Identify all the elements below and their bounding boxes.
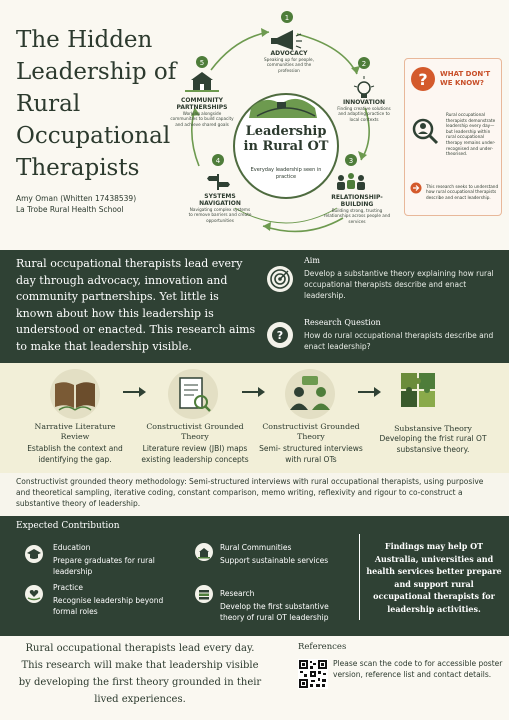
arrowhead [263,222,271,231]
node-advocacy [256,50,322,73]
step-3-title: Constructivist Grounded Theory [262,422,360,441]
contribution-divider [359,534,360,620]
contribution-education-text: Prepare graduates for rural leadership [53,556,155,576]
node-title: ADVOCACY [270,50,308,57]
step-2-desc: Literature review (JBI) maps existing leadership concepts [141,444,249,464]
number-2: 2 [361,60,367,68]
closing-statement: Rural occupational therapists lead every day. This research will make that leadership visible by developing the first theory grounded in their lived experiences. [18,643,262,705]
puzzle-pieces-icon [398,370,438,410]
references-text: Please scan the code to for accessible poster version, reference list and contact details. [333,659,503,679]
question-mark-icon [410,66,436,92]
node-title: COMMUNITY PARTNERSHIPS [176,97,228,111]
graduation-cap-icon [25,545,43,563]
methodology-description: Constructivist grounded theory methodology: Semi-structured interviews with rural occupational therapists, using purposive and theoretical sampling, iterative coding, constant comparison, memo writing, reflexivity and rigour to co-construct a substantive theory of leadership. [16,477,484,508]
intro-statement: Rural occupational therapists lead every day through advocacy, innovation and community partnerships. Yet little is known about how this leadership is understood or enacted. This research aims to make that leadership visible. [16,257,256,353]
arrow-right-icon [356,385,382,399]
books-icon [195,585,213,603]
node-systems-navigation [188,193,252,223]
references-title: References [298,642,347,652]
author-affiliation: La Trobe Rural Health School [16,205,124,214]
community-building-icon [185,72,219,92]
findings-statement: Findings may help OT Australia, universities and health services better prepare and support rural occupational therapists for leadership activities. [366,541,502,614]
contribution-practice-head: Practice [53,583,83,592]
people-group-icon [337,173,365,190]
step-4-title: Substansive Theory [394,424,472,433]
node-desc: Finding creative solutions and adapting practice to local contexts [337,106,391,122]
megaphone-icon [271,30,302,50]
center-title: Leadership in Rural OT [243,124,329,154]
svg-text:?: ? [276,329,284,342]
magnifier-person-icon [410,116,440,146]
question-icon [267,322,293,348]
arrow-right-icon [240,385,266,399]
research-question-text: How do rural occupational therapists describe and enact leadership? [304,331,494,351]
lightbulb-icon [354,76,374,98]
node-community-partnerships [170,97,234,127]
node-desc: Working alongside communities to build capacity and achieve shared goals [170,111,234,127]
knowledge-gap-title: WHAT DON'T WE KNOW? [440,70,491,87]
signpost-icon [207,174,230,190]
knowledge-gap-text: Rural occupational therapists demonstrate leadership every day—but leadership within rural occupational therapy remains under-recognised and under-theorised. [446,112,496,157]
number-3: 3 [348,157,354,165]
number-4: 4 [215,157,221,165]
node-title: SYSTEMS NAVIGATION [199,193,241,207]
hands-heart-icon [25,585,43,603]
center-subtitle: Everyday leadership seen in practice [250,167,322,180]
interview-people-icon [280,368,340,420]
knowledge-gap-purpose: This research seeks to understand how rural occupational therapists describe and enact leadership. [426,184,499,200]
step-3-desc: Semi- structured interviews with rural OTs [259,444,363,464]
node-innovation [334,99,394,122]
node-title: INNOVATION [342,99,386,106]
contribution-education-head: Education [53,543,91,552]
author-block [16,193,136,215]
number-5: 5 [199,59,205,67]
arrow-right-icon [121,385,147,399]
arrow-circle-icon [410,182,422,194]
node-desc: Building strong, trusting relationships across people and services [323,208,391,224]
node-desc: Speaking up for people, communities and the profession [264,57,314,73]
farmhouse-icon [277,102,286,108]
step-2-title: Constructivist Grounded Theory [146,422,244,441]
contribution-title: Expected Contribution [16,521,120,531]
node-relationship-building [322,194,392,224]
open-book-icon [45,368,105,420]
contribution-research-text: Develop the first substantive theory of rural OT leadership [220,602,329,622]
contribution-practice-text: Recognise leadership beyond formal roles [53,596,164,616]
svg-text:?: ? [418,70,428,89]
number-1: 1 [284,14,290,22]
qr-code-icon[interactable] [298,659,328,689]
node-desc: Navigating complex systems to remove barriers and create opportunities [188,207,252,223]
poster-title: The Hidden Leadership of Rural Occupational Therapists [16,27,177,181]
research-question-label: Research Question [304,318,381,327]
node-title: RELATIONSHIP-BUILDING [331,194,383,208]
contribution-research-head: Research [220,589,255,598]
step-1-desc: Establish the context and identifying the gap. [27,444,123,464]
step-1-title: Narrative Literature Review [34,422,116,441]
author-name: Amy Oman (Whitten 17438539) [16,194,137,203]
target-icon [267,266,293,292]
arrowhead [261,28,269,37]
rural-community-icon [195,543,213,561]
document-search-icon [163,368,223,420]
aim-text: Develop a substantive theory explaining how rural occupational therapists describe and enact leadership. [304,269,494,300]
contribution-rural-text: Support sustainable services [220,556,329,565]
aim-label: Aim [304,256,320,265]
step-4-desc: Developing the frist rural OT substansive theory. [379,434,487,454]
contribution-rural-head: Rural Communities [220,543,292,552]
